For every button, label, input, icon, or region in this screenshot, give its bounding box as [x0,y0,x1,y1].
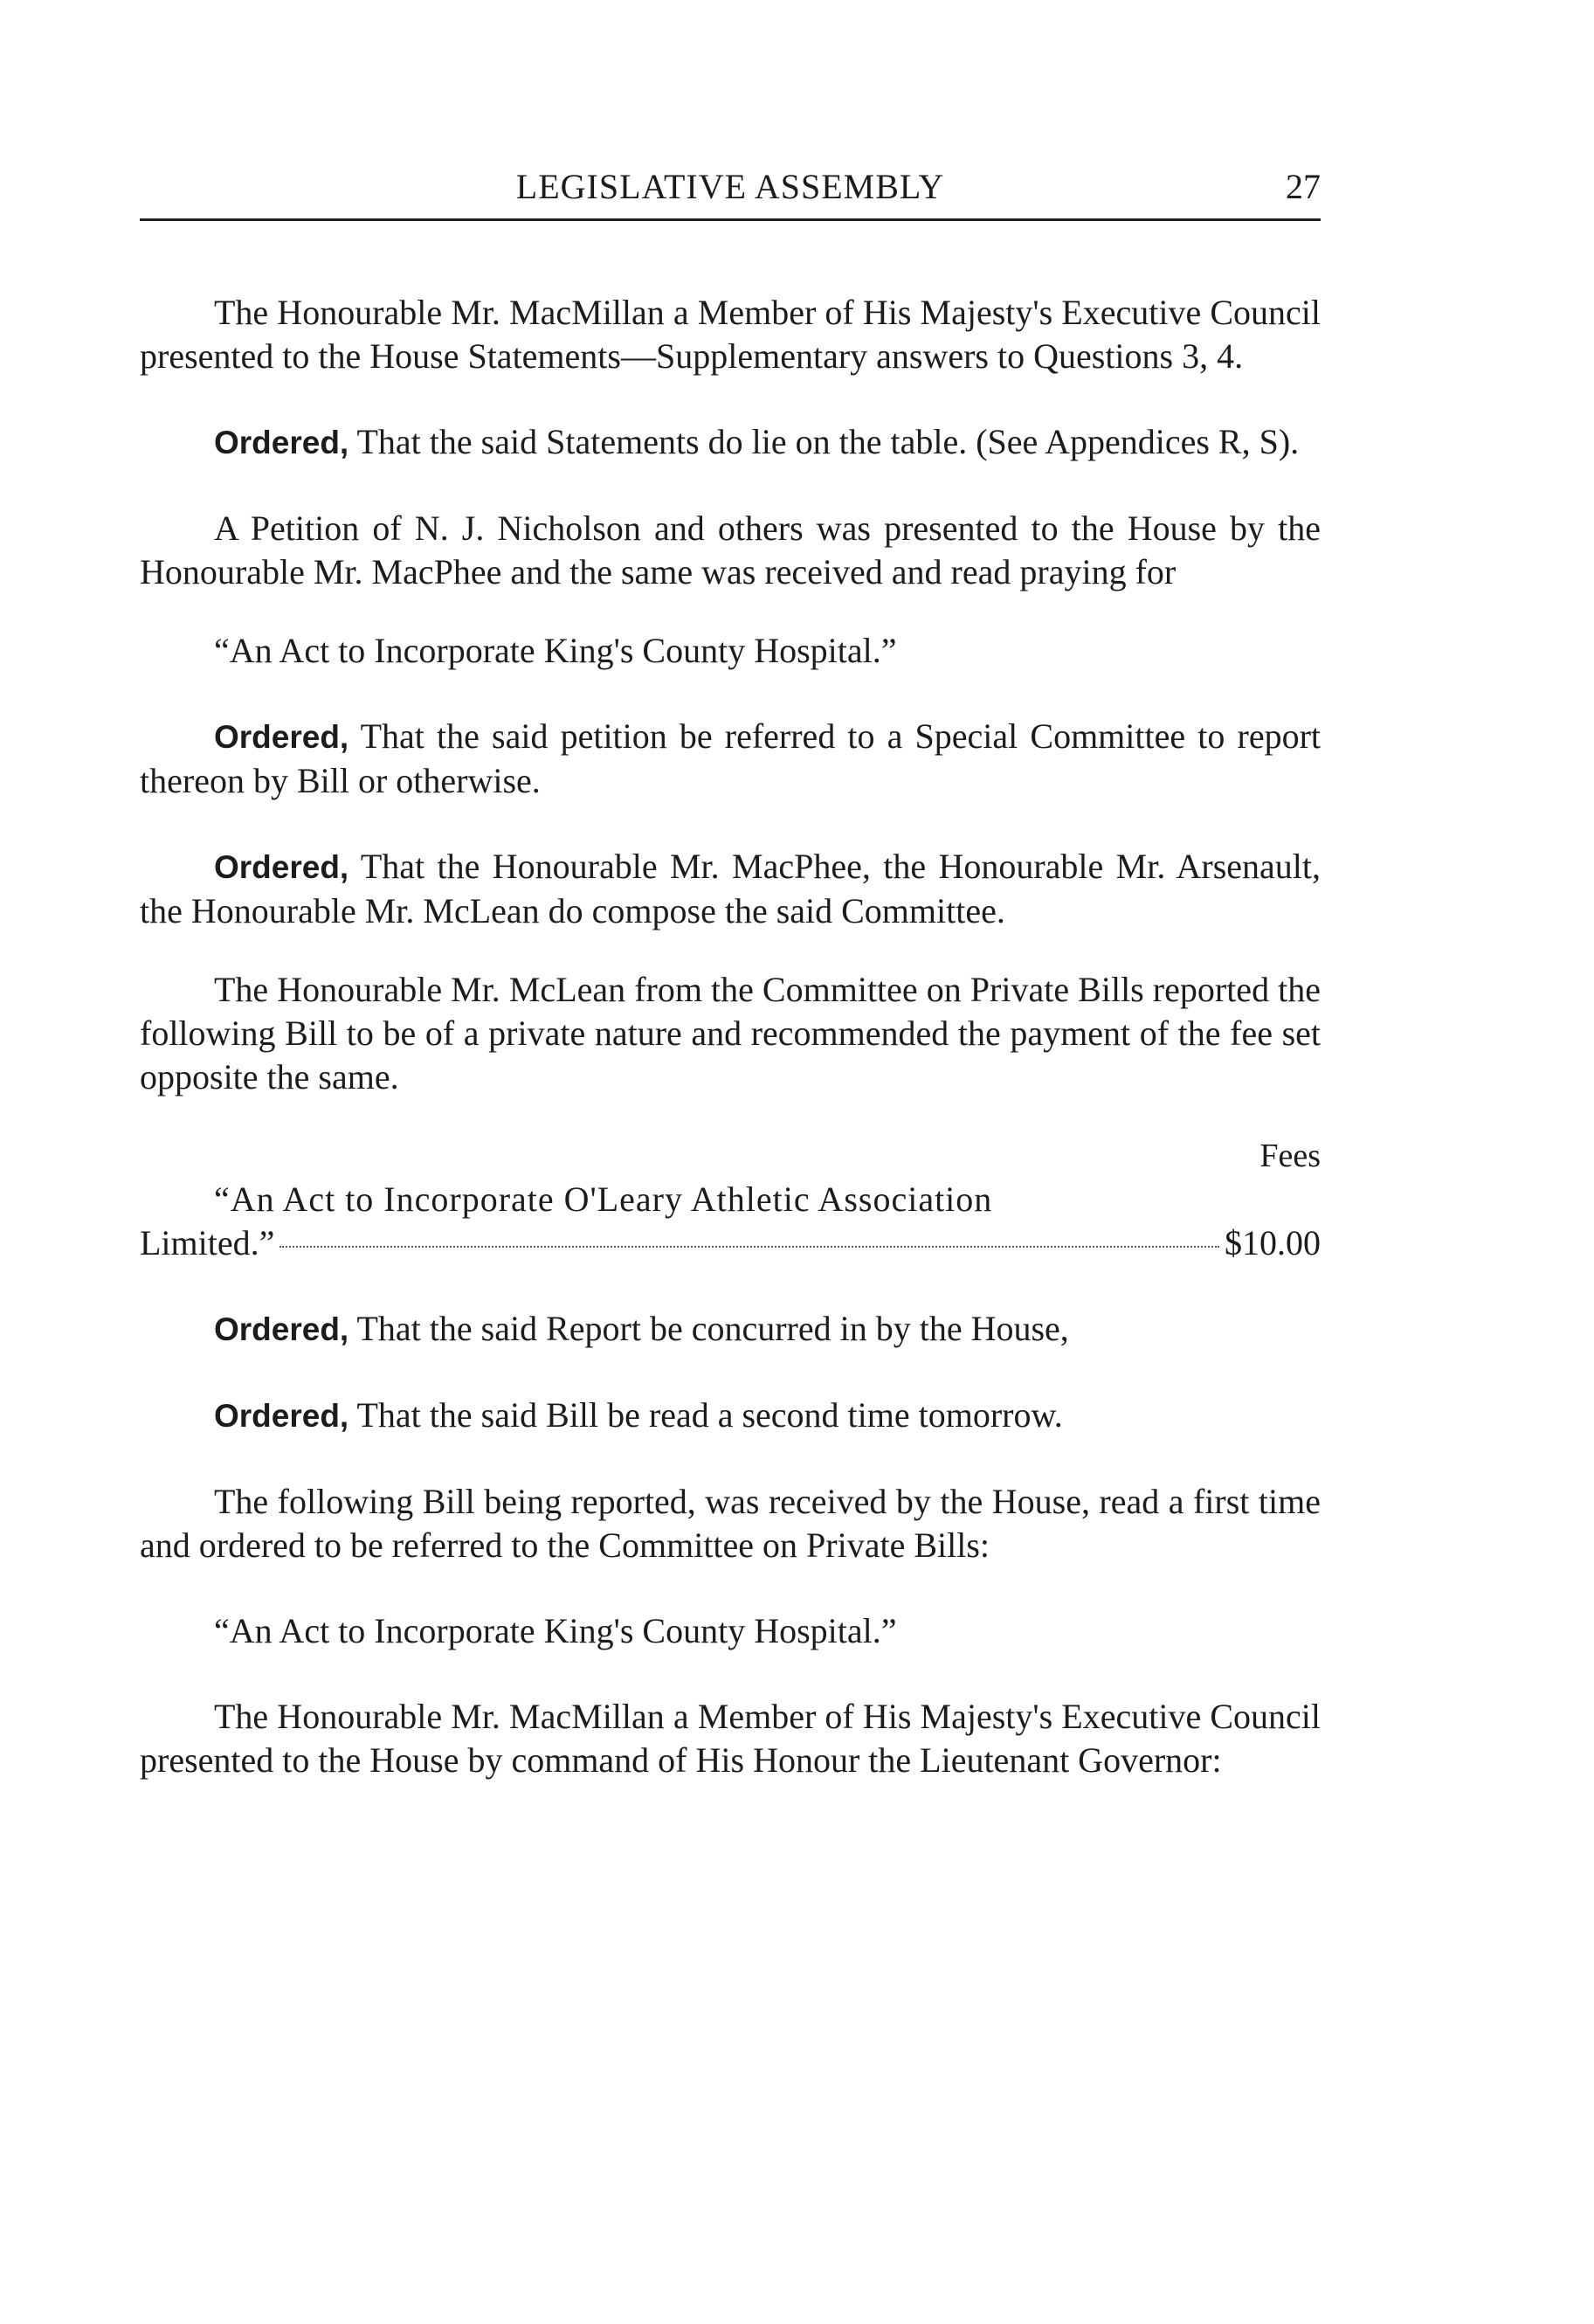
paragraph-executive-council-presented: The Honourable Mr. MacMillan a Member of His Majesty's Executive Council presented to the House by command of His Honour the Lieutenant Governor: [140,1697,1321,1780]
paragraph-statements-presented: The Honourable Mr. MacMillan a Member of His Majesty's Executive Council presented to the House Statements—Supplementary answers to Questions 3, 4. [140,293,1321,376]
ordered-label: Ordered, [214,719,349,755]
paragraph-ordered-second-reading [140,1394,1321,1438]
ordered-label: Ordered, [214,1311,349,1347]
paragraph-ordered-special-committee [140,715,1321,803]
paragraph-ordered-report-concurred [140,1307,1321,1352]
ordered-label: Ordered, [214,1398,349,1434]
document-page [140,166,1321,1782]
ordered-label: Ordered, [214,425,349,460]
paragraph-act-title: “An Act to Incorporate King's County Hospital.” [214,631,897,670]
running-head: LEGISLATIVE ASSEMBLY [515,167,945,206]
fee-item-title: “An Act to Incorporate O'Leary Athletic Association [214,1179,993,1219]
paragraph-ordered-lie-on-table [140,420,1321,465]
fees-heading: Fees [1259,1138,1321,1174]
ordered-text: That the said Statements do lie on the table. (See Appendices R, S). [348,422,1300,461]
fee-item-row [140,1221,1321,1265]
page-number: 27 [1286,167,1321,206]
page-header [140,166,1321,221]
paragraph-private-bills-report: The Honourable Mr. McLean from the Committee on Private Bills reported the following Bill to be of a private nature and recommended the payment of the fee set opposite the same. [140,970,1321,1096]
ordered-label: Ordered, [214,849,349,885]
paragraph-ordered-compose-committee [140,845,1321,933]
dot-leader [279,1246,1219,1248]
ordered-text: That the said Bill be read a second time tomorrow. [348,1395,1063,1435]
fee-item-title-end: Limited.” [140,1223,275,1262]
paragraph-petition: A Petition of N. J. Nicholson and others was presented to the House by the Honourable Mr. MacPhee and the same was received and read praying for [140,508,1321,591]
ordered-text: That the said petition be referred to a Special Committee to report thereon by Bill or otherwise. [140,716,1321,800]
fee-amount: $10.00 [1225,1223,1321,1262]
ordered-text: That the Honourable Mr. MacPhee, the Honourable Mr. Arsenault, the Honourable Mr. McLean do compose the said Committee. [140,847,1321,930]
paragraph-bill-reported: The following Bill being reported, was received by the House, read a first time and ordered to be referred to the Committee on Private Bills: [140,1482,1321,1565]
paragraph-act-title-2: “An Act to Incorporate King's County Hospital.” [214,1611,897,1650]
ordered-text: That the said Report be concurred in by the House, [348,1309,1069,1348]
